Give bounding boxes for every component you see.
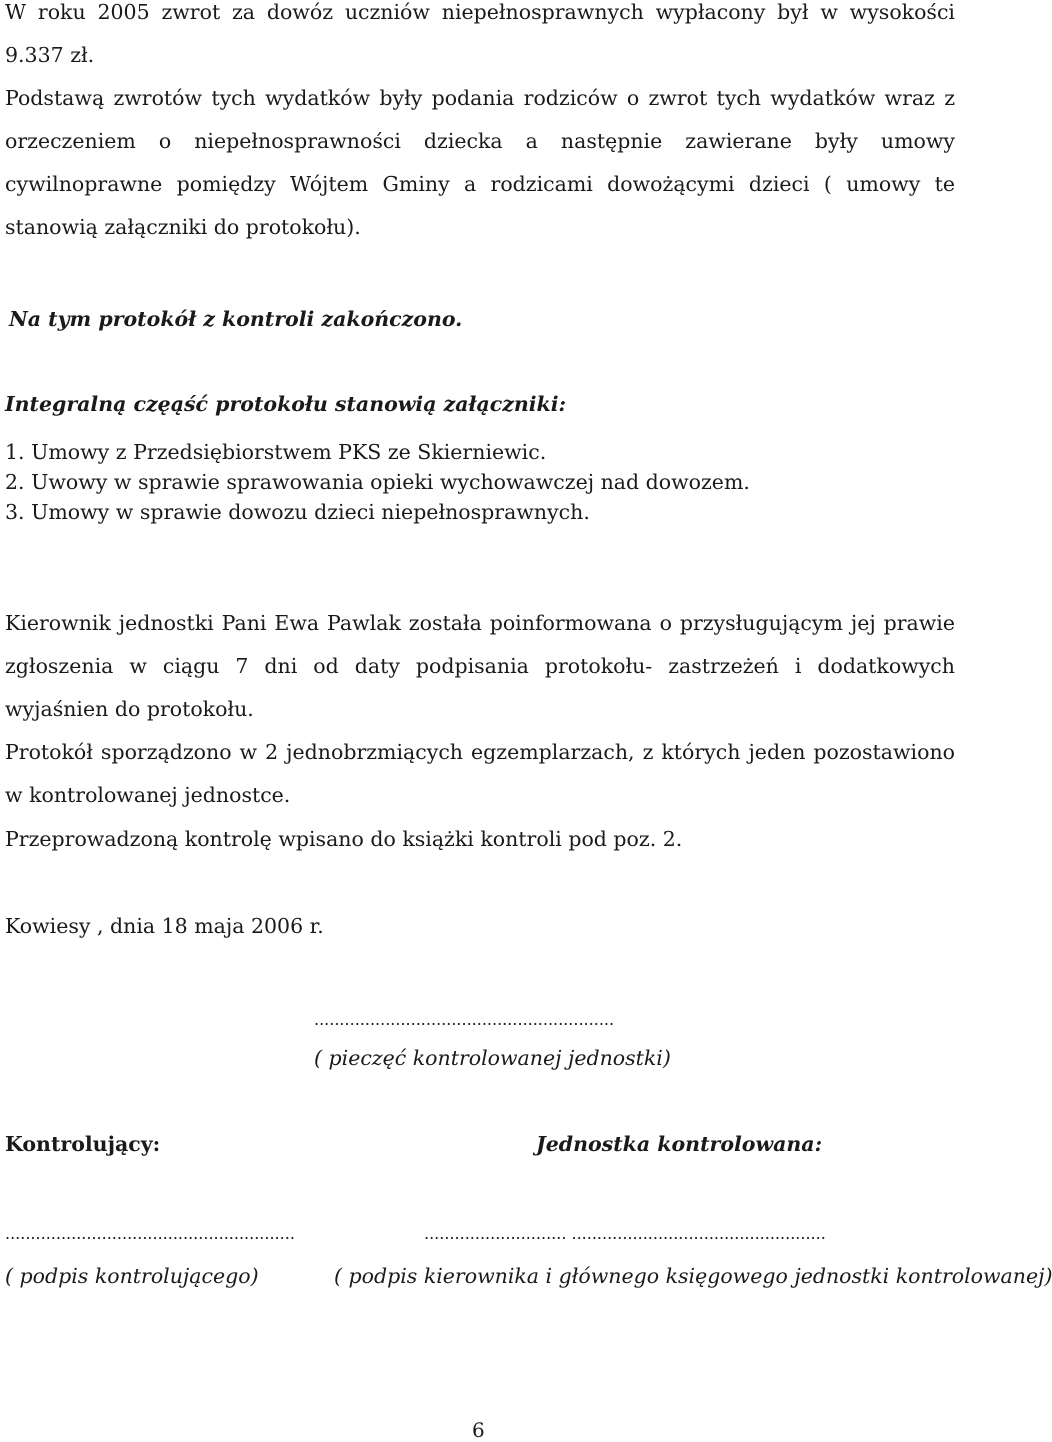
place-date: Kowiesy , dnia 18 maja 2006 r. <box>5 914 324 938</box>
unit-label: Jednostka kontrolowana: <box>536 1132 823 1156</box>
list-item: 3. Umowy w sprawie dowozu dzieci niepełnosprawnych. <box>5 500 590 524</box>
attachments-list <box>5 437 955 527</box>
unit-signature-line: ............................ .................................................. <box>424 1224 826 1243</box>
paragraph-line: Podstawą zwrotów tych wydatków były podania rodziców o zwrot tych wydatków wraz z <box>5 86 955 110</box>
paragraph-line: orzeczeniem o niepełnosprawności dziecka a następnie zawierane były umowy <box>5 129 955 153</box>
closing-statement: Na tym protokół z kontroli zakończono. <box>9 307 463 331</box>
unit-caption: ( podpis kierownika i głównego księgowego jednostki kontrolowanej) <box>334 1264 1052 1288</box>
paragraph-line: W roku 2005 zwrot za dowóz uczniów niepełnosprawnych wypłacony był w wysokości <box>5 0 955 24</box>
paragraph-line-last: stanowią załączniki do protokołu). <box>5 215 361 239</box>
list-item: 1. Umowy z Przedsiębiorstwem PKS ze Skierniewic. <box>5 440 547 464</box>
paragraph-rights: Kierownik jednostki Pani Ewa Pawlak została poinformowana o przysługującym jej prawie zgłoszenia w ciągu 7 dni od daty podpisania protokołu- zastrzeżeń i dodatkowych wyjaśnien do protokołu. <box>5 611 955 721</box>
paragraph-line: cywilnoprawne pomiędzy Wójtem Gminy a rodzicami dowożącymi dzieci ( umowy te <box>5 172 955 196</box>
paragraph-refund <box>5 0 955 77</box>
page-number: 6 <box>472 1418 485 1442</box>
inspector-signature-line: ......................................................... <box>5 1224 295 1243</box>
stamp-caption: ( pieczęć kontrolowanej jednostki) <box>314 1046 671 1070</box>
inspector-caption: ( podpis kontrolującego) <box>5 1264 259 1288</box>
list-item: 2. Uwowy w sprawie sprawowania opieki wychowawczej nad dowozem. <box>5 470 750 494</box>
stamp-line: ........................................................... <box>314 1010 615 1029</box>
paragraph-copies: Protokół sporządzono w 2 jednobrzmiących egzemplarzach, z których jeden pozostawiono w kontrolowanej jednostce. <box>5 740 955 807</box>
paragraph-register: Przeprowadzoną kontrolę wpisano do książki kontroli pod poz. 2. <box>5 827 683 851</box>
attachments-heading: Integralną częąść protokołu stanowią załączniki: <box>5 392 567 416</box>
paragraph-basis <box>5 77 955 249</box>
paragraph-line-last: 9.337 zł. <box>5 43 95 67</box>
inspector-label: Kontrolujący: <box>5 1132 161 1156</box>
